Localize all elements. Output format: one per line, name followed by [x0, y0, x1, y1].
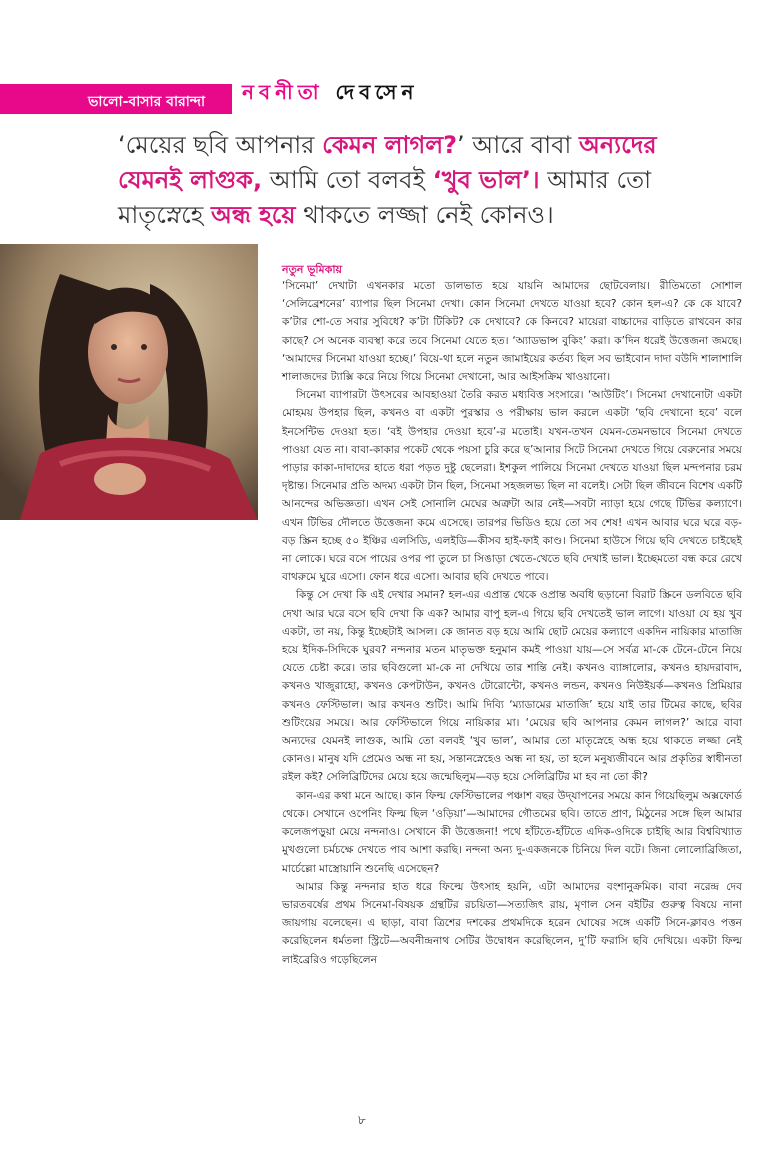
article-paragraph: সিনেমা ব্যাপারটা উৎসবের আবহাওয়া তৈরি করত মধ্যবিত্ত সংসারে। ‘আউটিং’। সিনেমা দেখানোটা একটা মোহময় উপহার ছিল, কখনও বা একটা পুরস্কার ও পরীক্ষায় ভাল করলে একটা ‘ছবি দেখানো হবে’ বলে ইনসেন্টিভ দেওয়া হত। ‘বই উপহার দেওয়া হবে’-র মতোই। যখন-তখন যেমন-তেমনভাবে সিনেমা দেখতে পাওয়া যেত না। বাবা-কাকার পকেট থেকে পয়সা চুরি করে ছ’আনার সিটে সিনেমা দেখতে গিয়ে বেরুনোর সময়ে পাড়ার কাকা-দাদাদের হাতে ধরা পড়ত দুষ্টু ছেলেরা। ইশকুল পালিয়ে সিনেমা দেখতে যাওয়া ছিল মন্দপনার চরম দৃষ্টান্ত। সিনেমার প্রতি অদম্য একটা টান ছিল, সিনেমা সহজলভ্য ছিল না বলেই। সেটা ছিল জীবনে বিশেষ একটি আনন্দের অভিজ্ঞতা। এখন সেই সোনালি মেঘের অত্রুটা আর নেই—সবটা ন্যাড়া হয়ে গেছে টিভির কল্যাণে। এখন টিভির দৌলতে উত্তেজনা কমে এসেছে। তারপর ভিডিও হয়ে তো সব শেষ! এখন আবার ঘরে ঘরে বড়-বড় স্ক্রিন হচ্ছে ৫০ ইঞ্চির এলসিডি, এলইডি—কীসব হাই-ফাই কাণ্ড। সিনেমা হাউসে গিয়ে ছবি দেখতে চাইছেই না লোকে। ঘরে বসে পায়ের ওপর পা তুলে চা সিঙাড়া খেতে-খেতে ছবি দেখাই ভাল। ইচ্ছেমতো বন্ধ করে রেখে বাথরুমে ঘুরে এসো। ফোন ধরে এসো। আবার ছবি দেখতে পাবে।: [282, 389, 742, 584]
pull-quote-highlight: অন্যদের যেমনই লাগুক,: [118, 131, 657, 194]
article-paragraph: ‘সিনেমা’ দেখাটা এখনকার মতো ডালভাত হয়ে যায়নি আমাদের ছোটবেলায়। রীতিমতো সোশাল ‘সেলিব্রেশনের’ ব্যাপার ছিল সিনেমা দেখা। কোন সিনেমা দেখতে যাওয়া হবে? কোন হল-এ? কে কে যাবে? ক’টার শো-তে সবার সুবিধে? ক’টা টিকিট? কে দেখাবে? কে কিনবে? মায়েরা বাচ্চাদের বাড়িতে রাখবেন কার কাছে? সে অনেক ব্যবস্থা করে তবে সিনেমা যেতে হত। ‘অ্যাডভান্স বুকিং’ করা। ক’দিন ধরেই উত্তেজনা জমছে। ‘আমাদের সিনেমা যাওয়া হচ্ছে।’ বিয়ে-থা হলে নতুন জামাইয়ের কর্তব্য ছিল সব ভাইবোন দাদা বউদি শালাশালি শালাজদের ট্যাক্সি করে নিয়ে গিয়ে সিনেমা দেখানো, আর আইসক্রিম খাওয়ানো।: [282, 280, 742, 384]
pull-quote-highlight: কেমন লাগল?: [322, 131, 458, 159]
author-last-name: দেবসেন: [335, 80, 419, 104]
page-number: ৮: [358, 1113, 366, 1127]
pull-quote-highlight: ‘খুব ভাল’।: [432, 166, 540, 194]
pull-quote: [118, 128, 718, 233]
author-name: [242, 78, 418, 111]
pull-quote-text: আমার তো মাতৃস্নেহে: [118, 166, 652, 229]
article-subhead: নতুন ভূমিকায়: [282, 263, 343, 276]
pull-quote-text: আমি তো বলবই: [262, 166, 433, 194]
pull-quote-text: থাকতে লজ্জা নেই কোনও।: [295, 201, 554, 229]
article-paragraph: কান-এর কথা মনে আছে। কান ফিল্ম ফেস্টিভালের পঞ্চাশ বছর উদ্‌যাপনের সময়ে কান গিয়েছিলুম অক্সফোর্ড থেকে। সেখানে ওপেনিং ফিল্ম ছিল ‘ওড়িয়া’—আমাদের গৌতমের ছবি। তাতে প্রাণ, মিঠুনের সঙ্গে ছিল আমার কলেজপড়ুয়া মেয়ে নন্দনাও। সেখানে কী উত্তেজনা! পথে হাঁটতে-হাঁটতে এদিক-ওদিকে চাইছি আর বিশ্ববিখ্যাত মুখগুলো চর্মচক্ষে দেখতে পাব আশা করছি। নন্দনা অন্য দু-একজনকে চিনিয়ে দিল বটে। জিনা লোলোব্রিজিতা, মার্চেল্লো মাস্ত্রোয়ানি শুনেছি এসেছেন?: [282, 789, 742, 875]
article-paragraph: আমার কিন্তু নন্দনার হাত ধরে ফিল্মে উৎসাহ হয়নি, এটা আমাদের বংশানুক্রমিক। বাবা নরেন্দ্র দেব ভারতবর্ষের প্রথম সিনেমা-বিষয়ক গ্রন্থটির রচয়িতা—সত্যজিৎ রায়, মৃণাল সেন বইটির গুরুত্ব বিষয়ে নানা জায়গায় বলেছেন। এ ছাড়া, বাবা ত্রিশের দশকের প্রথমদিকে হরেন ঘোষের সঙ্গে একটি সিনে-ক্লাবও পত্তন করেছিলেন ধর্মতলা স্ট্রিটে—অবনীন্দ্রনাথ সেটির উদ্বোধন করেছিলেন, দু’টি ফরাসি ছবি দেখিয়ে। একটা ফিল্ম লাইব্রেরিও গড়েছিলেন: [282, 880, 742, 966]
pull-quote-highlight: অন্ধ হয়ে: [211, 201, 296, 229]
actress-photo: [0, 244, 258, 520]
author-first-name: নবনীতা: [242, 80, 336, 104]
article-body: [282, 262, 742, 969]
column-name: ভালো-বাসার বারান্দা: [88, 94, 206, 110]
pull-quote-text: ‘মেয়ের ছবি আপনার: [118, 131, 323, 159]
actress-photo-illustration: [0, 244, 258, 520]
pull-quote-text: ’ আরে বাবা: [457, 131, 580, 159]
article-paragraph: কিন্তু সে দেখা কি এই দেখার সমান? হল-এর এপ্রান্ত থেকে ওপ্রান্ত অবধি ছড়ানো বিরাট স্ক্রিনে ডলবিতে ছবি দেখা আর ঘরে বসে ছবি দেখা কি এক? আমার বাপু হল-এ গিয়ে ছবি দেখতেই ভাল লাগে। যাওয়া যে হয় খুব একটা, তা নয়, কিন্তু ইচ্ছেটাই আসল। কে জানত বড় হয়ে আমি ছোট মেয়ের কল্যাণে একদিন নায়িকার মাতাজি হয়ে ইদিক-সিদিকে ঘুরব? নন্দনার মতন মাতৃভক্ত হনুমান কমই পাওয়া যায়—সে সর্বত্র মা-কে টেনে-টেনে নিয়ে যেতে চেষ্টা করে। তার ছবিগুলো মা-কে না দেখিয়ে তার শান্তি নেই। কখনও ব্যাঙ্গালোর, কখনও হায়দরাবাদ, কখনও খাজুরাহো, কখনও কেপটাউন, কখনও টোরোন্টো, কখনও লন্ডন, কখনও নিউইয়র্ক—কখনও প্রিমিয়ার কখনও ফেস্টিভাল। আর কখনও শুটিং। আমি দিব্যি ‘ম্যাডামের মাতাজি’ হয়ে যাই তার টিমের কাছে, ছবির শুটিংয়ের সময়ে। আর ফেস্টিভালে গিয়ে নায়িকার মা। ‘মেয়ের ছবি আপনার কেমন লাগল?’ আরে বাবা অন্যদের যেমনই লাগুক, আমি তো বলবই ‘খুব ভাল’, আমার তো মাতৃস্নেহে অন্ধ হয়ে থাকতে লজ্জা নেই কোনও। মানুষ যদি প্রেমেও অন্ধ না হয়, সন্তানস্নেহেও অন্ধ না হয়, তা হলে মনুষ্যজীবনে আর প্রকৃতির স্বাধীনতা রইল কই? সেলিব্রিটিদের মেয়ে হয়ে জন্মেছিলুম—বড় হয়ে সেলিব্রিটির মা হব না তো কী?: [282, 589, 742, 784]
